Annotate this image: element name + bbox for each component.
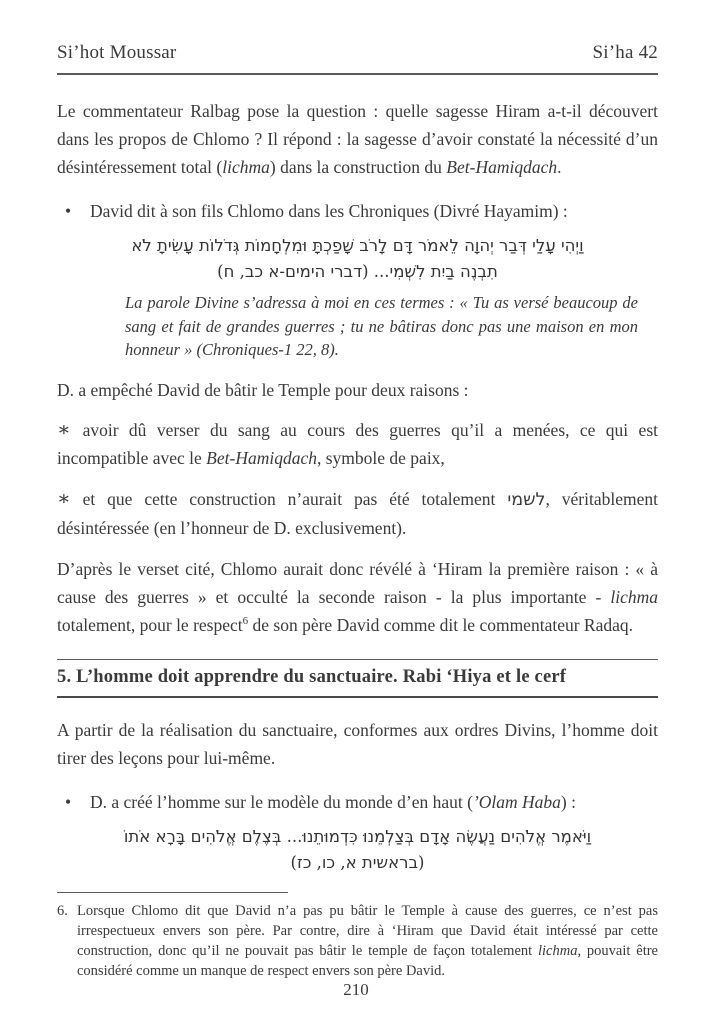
- paragraph-section-intro: A partir de la réalisation du sanctuaire, conformes aux ordres Divins, l’homme doit tirer des leçons pour lui-même.: [57, 719, 658, 768]
- page-number: 210: [343, 980, 369, 999]
- paragraph-reason-1: [57, 416, 658, 472]
- bullet-item-chronicles: [57, 197, 658, 225]
- hebrew-line: (בראשית א, כו, כז): [290, 852, 425, 872]
- text-run: totalement, pour le respect: [57, 614, 243, 635]
- chapter-reference: Si’ha 42: [592, 42, 658, 63]
- text-column: [57, 42, 658, 981]
- italic-term: ’Olam Haba: [472, 791, 561, 812]
- paragraph-intro: [57, 97, 658, 181]
- hebrew-quote-chronicles: [57, 233, 658, 285]
- section-heading-5: 5. L’homme doit apprendre du sanctuaire. Rabi ‘Hiya et le cerf: [57, 659, 658, 698]
- italic-term: lichma: [610, 586, 658, 607]
- hebrew-quote-genesis: [57, 824, 658, 876]
- asterisk-icon: ∗: [57, 487, 71, 510]
- text-run: Lorsque Chlomo dit que David n’a pas pu bâtir le Temple à cause des guerres, ce n’est pas irrespectueux envers son père. Par contre, dire à ‘Hiram que David était intéressé par cette construction, donc qu’il ne pouvait pas bâtir le temple de façon totalement: [77, 902, 658, 959]
- footnote-reference: 6: [242, 614, 249, 627]
- footnote-separator: [57, 892, 288, 893]
- asterisk-icon: ∗: [57, 418, 71, 441]
- hebrew-word: לשמי: [507, 489, 546, 510]
- text-run: de son père David comme dit le commentateur Radaq.: [248, 614, 633, 635]
- footnote-6: [57, 901, 658, 981]
- bullet-item-genesis: [57, 788, 658, 816]
- text-run: avoir dû verser du sang au cours des guerres qu’il a menées, ce qui est incompatible avec le: [57, 419, 658, 468]
- paragraph-two-reasons: D. a empêché David de bâtir le Temple pour deux raisons :: [57, 379, 469, 400]
- paragraph-reason-2: [57, 485, 658, 542]
- italic-term: lichma: [222, 157, 270, 177]
- bullet-icon: •: [65, 791, 72, 812]
- text-run: , symbole de paix,: [316, 447, 445, 468]
- footnote-text: [77, 901, 658, 981]
- paragraph-conclusion: [57, 555, 658, 639]
- text-run: Le commentateur Ralbag pose la question : quelle sagesse Hiram a-t-il découvert dans les propos de Chlomo ? Il répond : la sagesse d’avoir constaté la nécessité d’un désintéressement total (: [57, 101, 658, 177]
- italic-term: Bet-Hamiqdach: [446, 157, 558, 177]
- italic-term: lichma: [538, 942, 578, 959]
- text-run: , véritablement désintéressée (en l’honneur de D. exclusivement).: [57, 488, 658, 538]
- hebrew-line: תִבְנֶה בַיִת לִשְׁמִי... (דברי הימים-א כב, ח): [217, 262, 498, 281]
- text-run: ) dans la construction du: [269, 157, 447, 177]
- hebrew-line: וַיְהִי עָלַי דְּבַר יְהוָה לֵאמֹר דָּם לָרֹב שָׁפַכְתָּ וּמִלְחָמוֹת גְּדֹלוֹת עָשִׂיתָ לֹא: [131, 236, 584, 255]
- text-run: .: [557, 157, 562, 177]
- hebrew-line: וַיֹּאמֶר אֱלֹהִים נַעֲשֶׂה אָדָם בְּצַלְמֵנוּ כִּדְמוּתֵנוּ... בְּצֶלֶם אֱלֹהִים בָּרָא אֹתוֹ: [123, 826, 592, 846]
- footnote-number: 6.: [57, 902, 68, 919]
- bullet-text: [90, 788, 576, 816]
- text-run: et que cette construction n’aurait pas été totalement: [82, 488, 508, 509]
- text-run: D. a créé l’homme sur le modèle du monde d’en haut (: [90, 791, 473, 812]
- text-run: ) :: [560, 791, 576, 812]
- translation-chronicles: La parole Divine s’adressa à moi en ces termes : « Tu as versé beaucoup de sang et fait de grandes guerres ; tu ne bâtiras donc pas une maison en mon honneur » (Chroniques-1 22, 8).: [125, 293, 638, 359]
- italic-term: Bet-Hamiqdach: [206, 447, 317, 468]
- bullet-text: David dit à son fils Chlomo dans les Chroniques (Divré Hayamim) :: [90, 201, 568, 221]
- text-run: D’après le verset cité, Chlomo aurait donc révélé à ‘Hiram la première raison : « à cause des guerres » et occulté la seconde raison - la plus importante -: [57, 558, 658, 607]
- bullet-icon: •: [65, 201, 72, 221]
- running-title: Si’hot Moussar: [57, 42, 177, 63]
- page-header: [57, 42, 658, 75]
- text-run: , pouvait être considéré comme un manque de respect envers son père David.: [77, 942, 658, 979]
